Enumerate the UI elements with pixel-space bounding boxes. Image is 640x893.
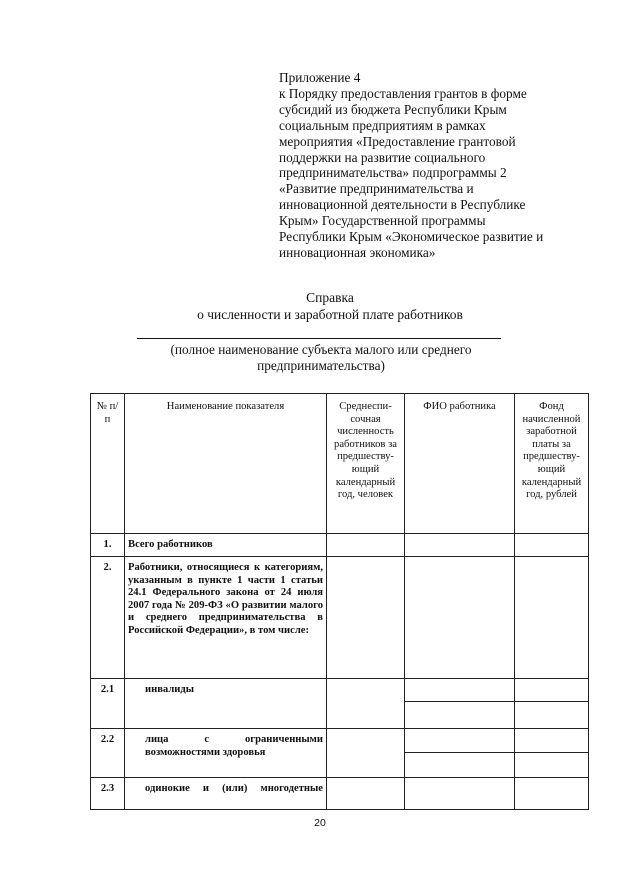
cell-avg-count bbox=[327, 778, 405, 810]
employees-table bbox=[90, 393, 589, 810]
cell-fund bbox=[515, 729, 589, 753]
row-indicator: инвалиды bbox=[125, 679, 327, 729]
annex-line: к Порядку предоставления грантов в форме bbox=[279, 85, 527, 101]
annex-line: мероприятия «Предоставление грантовой bbox=[279, 133, 516, 149]
table-row bbox=[91, 679, 589, 702]
row-num: 2.1 bbox=[91, 679, 125, 729]
subject-caption-line: (полное наименование субъекта малого или среднего bbox=[170, 342, 472, 357]
annex-line: инновационной деятельности в Республике bbox=[279, 197, 526, 213]
table-row bbox=[91, 778, 589, 810]
annex-line: «Развитие предпринимательства и bbox=[279, 181, 474, 197]
table-row bbox=[91, 729, 589, 753]
cell-fio bbox=[405, 534, 515, 557]
row-num: 2.3 bbox=[91, 778, 125, 810]
annex-line: социальным предприятиям в рамках bbox=[279, 117, 486, 133]
cell-avg-count bbox=[327, 679, 405, 729]
cell-fio bbox=[405, 557, 515, 679]
cell-fund bbox=[515, 778, 589, 810]
cell-fund bbox=[515, 753, 589, 778]
header-fund: Фонд начисленной заработной платы за предшеству-ющий календарный год, рублей bbox=[515, 394, 589, 534]
cell-avg-count bbox=[327, 729, 405, 778]
annex-line: инновационная экономика» bbox=[279, 244, 436, 260]
annex-block bbox=[279, 70, 579, 261]
cell-fund bbox=[515, 534, 589, 557]
subtitle-line: о численности и заработной плате работников bbox=[197, 306, 463, 322]
subject-name-underline bbox=[137, 338, 501, 339]
cell-avg-count bbox=[327, 534, 405, 557]
cell-fio bbox=[405, 753, 515, 778]
table-row bbox=[91, 557, 589, 679]
cell-fio bbox=[405, 729, 515, 753]
annex-line: Республики Крым «Экономическое развитие и bbox=[279, 229, 544, 245]
row-indicator: лица с ограниченными возможностями здоровья bbox=[125, 729, 327, 778]
annex-line: Приложение 4 bbox=[279, 70, 361, 85]
title-line: Справка bbox=[306, 290, 354, 305]
header-num: № п/п bbox=[91, 394, 125, 534]
cell-fio bbox=[405, 778, 515, 810]
cell-fund bbox=[515, 702, 589, 729]
cell-fio bbox=[405, 679, 515, 702]
annex-line: поддержки на развитие социального bbox=[279, 149, 486, 165]
row-num: 2. bbox=[91, 557, 125, 679]
header-fio: ФИО работника bbox=[405, 394, 515, 534]
annex-line: предпринимательства» подпрограммы 2 bbox=[279, 165, 507, 181]
page-number: 20 bbox=[314, 817, 326, 829]
header-avg-count: Среднеспи-сочная численность работников за предшеству-ющий календарный год, человек bbox=[327, 394, 405, 534]
document-title bbox=[140, 290, 520, 323]
cell-fio bbox=[405, 702, 515, 729]
annex-line: Крым» Государственной программы bbox=[279, 213, 486, 229]
cell-fund bbox=[515, 557, 589, 679]
row-indicator: Всего работников bbox=[125, 534, 327, 557]
subject-caption-line: предпринимательства) bbox=[257, 358, 385, 373]
row-num: 2.2 bbox=[91, 729, 125, 778]
header-indicator: Наименование показателя bbox=[125, 394, 327, 534]
row-num: 1. bbox=[91, 534, 125, 557]
annex-line: субсидий из бюджета Республики Крым bbox=[279, 101, 507, 117]
cell-fund bbox=[515, 679, 589, 702]
table-header-row bbox=[91, 394, 589, 534]
table-row bbox=[91, 534, 589, 557]
subject-caption bbox=[130, 342, 512, 374]
row-indicator: одинокие и (или) многодетные bbox=[125, 778, 327, 810]
row-indicator: Работники, относящиеся к категориям, указанным в пункте 1 части 1 статьи 24.1 Федерального закона от 24 июля 2007 года № 209-ФЗ «О развитии малого и среднего предпринимательства в Российской Федерации», в том числе: bbox=[125, 557, 327, 679]
cell-avg-count bbox=[327, 557, 405, 679]
